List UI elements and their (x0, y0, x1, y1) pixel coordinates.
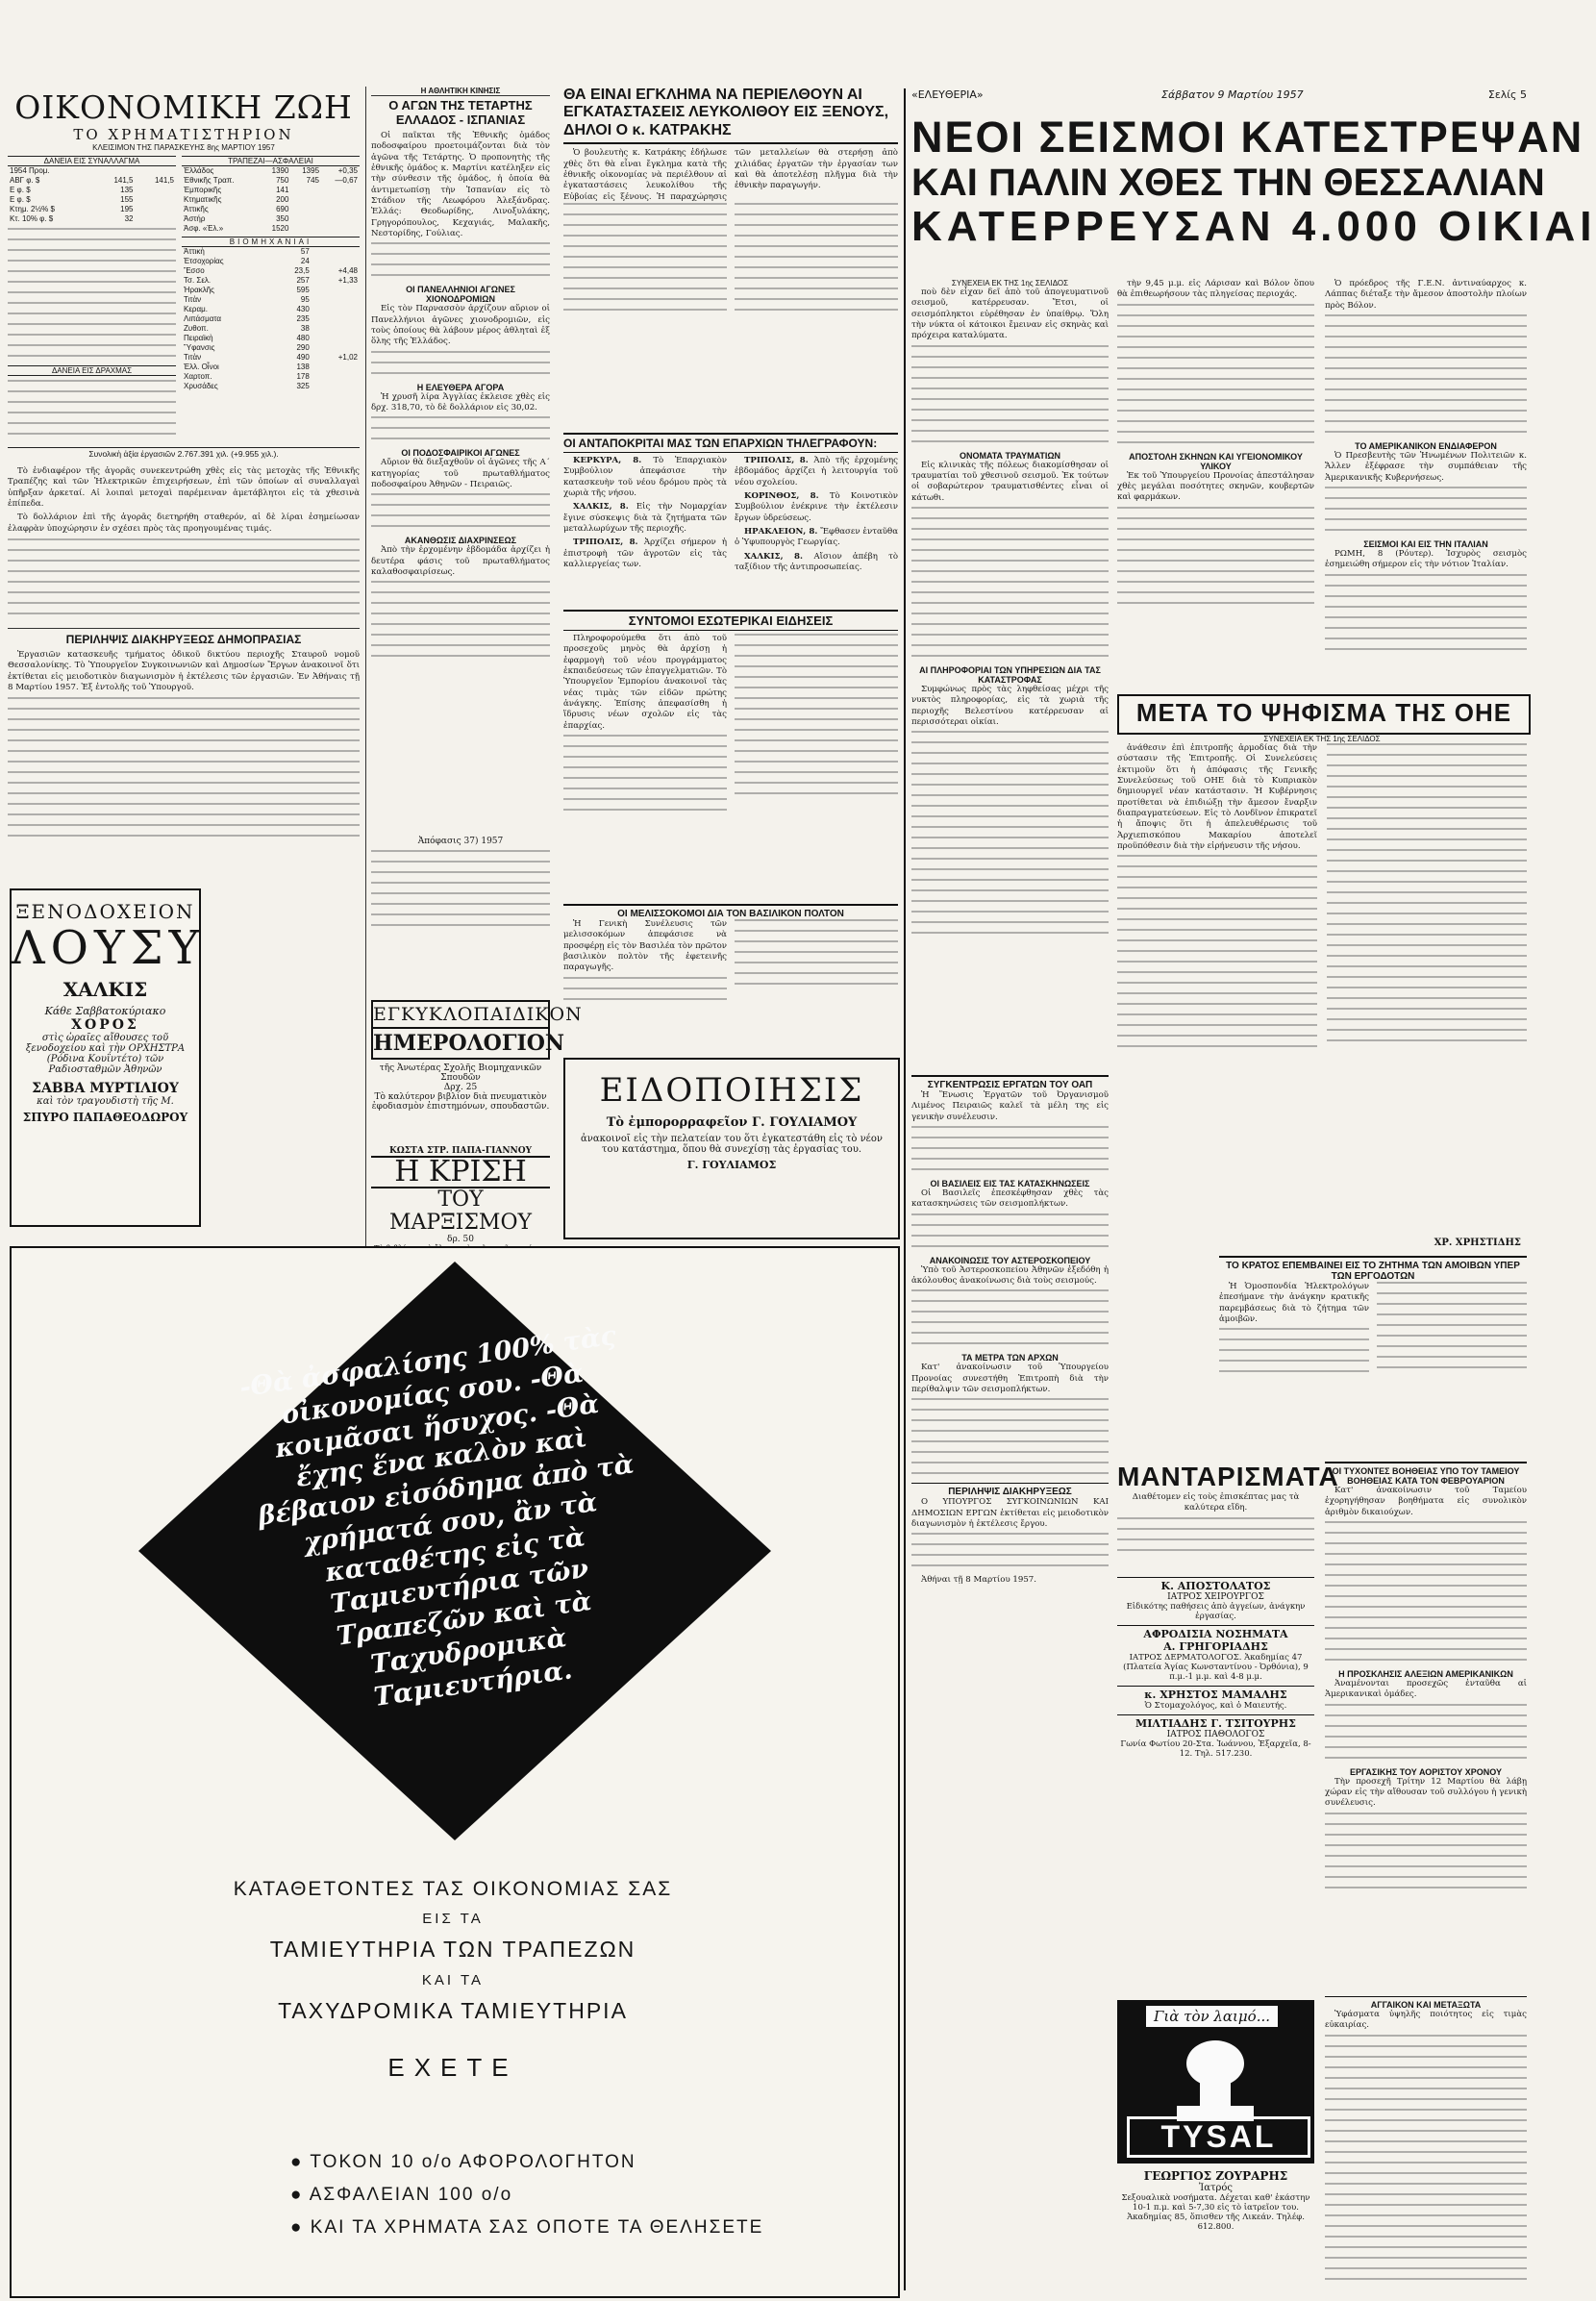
leukolithos-title: ΘΑ ΕΙΝΑΙ ΕΓΚΛΗΜΑ ΝΑ ΠΕΡΙΕΛΘΟΥΝ ΑΙ ΕΓΚΑΤΑΣΤΑΣΕΙΣ ΛΕΥΚΟΛΙΘΟΥ ΕΙΣ ΞΕΝΟΥΣ, ΔΗΛΟΙ Ο κ. ΚΑΤΡΑΚΗΣ (563, 87, 898, 144)
athletics-sub2: Η ΕΛΕΥΘΕΡΑ ΑΓΟΡΑ (416, 382, 505, 392)
paper-name: «ΕΛΕΥΘΕΡΙΑ» (911, 88, 984, 101)
notice-box (563, 1058, 900, 1239)
industry-cell (312, 324, 360, 334)
economy-summary: Συνολικὴ ἀξία ἐργασιῶν 2.767.391 χιλ. (+9.955 χιλ.). (8, 447, 360, 459)
industry-cell: 235 (296, 314, 310, 323)
bank-cell: 200 (276, 195, 289, 204)
industry-cell: +4,48 (337, 266, 358, 275)
industry-cell: Λιπάσματα (184, 314, 221, 323)
industry-cell: Ἔσσο (184, 266, 205, 275)
loans-cell: 195 (120, 205, 134, 213)
lab-text: Τὴν προσεχῆ Τρίτην 12 Μαρτίου θὰ λάβῃ χώραν εἰς τὴν αἴθουσαν τοῦ συλλόγου ἡ γενικὴ συνέλευσις. (1325, 1776, 1527, 1809)
industry-row (182, 295, 360, 305)
industry-cell (312, 372, 360, 382)
loans-cell: 135 (120, 186, 134, 194)
industry-cell: +1,02 (337, 353, 358, 362)
industry-row (182, 334, 360, 343)
province-dispatch (563, 456, 727, 499)
economy-subtitle: ΤΟ ΧΡΗΜΑΤΙΣΤΗΡΙΟΝ (73, 126, 294, 143)
last-ad (1325, 1996, 1527, 2285)
hotel-ad-label: ΞΕΝΟΔΟΧΕΙΟΝ (15, 900, 195, 923)
industry-cell: Τσ. Σελ. (184, 276, 212, 285)
amer-lab-title: Η ΠΡΟΣΚΛΗΣΙΣ ΑΛΕΞΙΩΝ ΑΜΕΡΙΚΑΝΙΚΩΝ (1338, 1669, 1513, 1680)
right-news (1325, 1462, 1527, 1990)
bank-cell: 1395 (302, 166, 320, 175)
industry-cell: 595 (296, 286, 310, 294)
industry-table (182, 247, 360, 391)
industry-cell (312, 295, 360, 305)
issue-date: Σάββατον 9 Μαρτίου 1957 (1161, 88, 1304, 101)
notice-box-text: ἀνακοινοῖ εἰς τὴν πελατείαν του ὅτι ἐγκατεστάθη εἰς τὸ νέον του κατάστημα, ὅπου θὰ συνεχίσῃ τὰς ἐργασίας του. (581, 1134, 883, 1155)
loans-cell: Ε φ. $ (10, 186, 31, 194)
zoura-ad (1117, 2169, 1314, 2294)
loans-cell: 1954 Προμ. (10, 166, 50, 175)
workers-notice-date: Ἀθήναι τῇ 8 Μαρτίου 1957. (921, 1575, 1037, 1586)
bank-cell: Ἀττικῆς (184, 205, 209, 213)
bank-cell: 690 (276, 205, 289, 213)
province-place: ΚΟΡΙΝΘΟΣ, 8. (744, 491, 830, 502)
kings-title: ΟΙ ΒΑΣΙΛΕΙΣ ΕΙΣ ΤΑΣ ΚΑΤΑΣΚΗΝΩΣΕΙΣ (930, 1179, 1090, 1189)
province-dispatch (563, 502, 727, 535)
province-dispatch (735, 456, 898, 488)
bank-cell: Ἐθνικῆς Τραπ. (184, 176, 235, 185)
industry-cell: 290 (296, 343, 310, 352)
loans-cell: ΑΒΓ φ. $ (10, 176, 40, 185)
measures-title: ΤΑ ΜΕΤΡΑ ΤΩΝ ΑΡΧΩΝ (961, 1353, 1059, 1363)
province-place: ΤΡΙΠΟΛΙΣ, 8. (573, 538, 644, 548)
loans-row (8, 205, 176, 214)
un-sign: ΧΡ. ΧΡΗΣΤΙΔΗΣ (1434, 1238, 1521, 1248)
bank-cell: Ἐμπορικῆς (184, 186, 222, 194)
savings-have: ΕΧΕΤΕ (387, 2053, 518, 2082)
zoura-role: Ἰατρός (1199, 2183, 1233, 2193)
bank-cell: +0,35 (337, 166, 358, 175)
industry-cell (312, 257, 360, 266)
industry-row (182, 247, 360, 257)
industry-cell: Ζυθοπ. (184, 324, 209, 333)
industry-row (182, 382, 360, 391)
un-lead-label: ΣΥΝΕΧΕΙΑ ΕΚ ΤΗΣ 1ης ΣΕΛΙΔΟΣ (1263, 735, 1381, 743)
industry-row (182, 305, 360, 314)
bank-row (182, 214, 360, 224)
industry-row (182, 343, 360, 353)
encyclo-ad (371, 1000, 583, 1144)
loans-cell: Κτημ. 2½% $ (10, 205, 55, 213)
industry-cell (312, 334, 360, 343)
industry-cell: Ἡρακλῆς (184, 286, 215, 294)
industry-cell: 178 (296, 372, 310, 381)
athletics-sub3-text: Αὔριον θὰ διεξαχθοῦν οἱ ἀγῶνες τῆς Α΄ κατηγορίας τοῦ πρωταθλήματος ποδοσφαίρου Ἀθηνῶν - Πειραιῶς. (371, 458, 550, 490)
province-dispatch (735, 527, 898, 549)
bank-cell: 1390 (271, 166, 289, 175)
mantarismata-ad (1117, 1462, 1339, 1572)
workers-section (911, 1075, 1109, 1710)
beneficiaries-title: ΟΙ ΤΥΧΟΝΤΕΣ ΒΟΗΘΕΙΑΣ ΥΠΟ ΤΟΥ ΤΑΜΕΙΟΥ ΒΟΗΘΕΙΑΣ ΚΑΤΑ ΤΟΝ ΦΕΒΡΟΥΑΡΙΟΝ (1325, 1462, 1527, 1486)
hotel-ad-line3: στὶς ὡραῖες αἴθουσες τοῦ ξενοδοχείου καὶ τὴν ΟΡΧΗΣΤΡΑ (Ρόδινα Κουΐντέτο) τῶν Ραδιοσταθμῶν Ἀθηνῶν (25, 1032, 186, 1075)
tents-title: ΑΠΟΣΤΟΛΗ ΣΚΗΝΩΝ ΚΑΙ ΥΓΕΙΟΝΟΜΙΚΟΥ ΥΛΙΚΟΥ (1129, 451, 1303, 471)
bank-cell (290, 224, 321, 234)
bank-row (182, 166, 360, 176)
industry-cell: Ἑλλ. Οἶνοι (184, 363, 219, 371)
province-place: ΚΕΡΚΥΡΑ, 8. (573, 456, 654, 465)
industry-cell: Χρυσάδες (184, 382, 218, 390)
athletics-kicker: Η ΑΘΛΗΤΙΚΗ ΚΙΝΗΣΙΣ (371, 87, 550, 96)
loans-cell (135, 186, 176, 195)
bank-cell: Κτηματικῆς (184, 195, 222, 204)
loans-cell (135, 195, 176, 205)
industry-cell: Ἐτσοχορίας (184, 257, 224, 265)
industry-row (182, 286, 360, 295)
quakes-col-a (911, 279, 1109, 1067)
beekeepers-title: ΟΙ ΜΕΛΙΣΣΟΚΟΜΟΙ ΔΙΑ ΤΟΝ ΒΑΣΙΛΙΚΟΝ ΠΟΛΤΟΝ (563, 904, 898, 919)
industry-cell: 325 (296, 382, 310, 390)
province-text: Ἀπὸ τῆς ἐρχομένης ἑβδομάδος ἀρχίζει ἡ λειτουργία τοῦ νέου σχολείου. (735, 456, 898, 488)
athletics-sub3: ΟΙ ΠΟΔΟΣΦΑΙΡΙΚΟΙ ΑΓΩΝΕΣ (401, 448, 520, 459)
savings-bullet-3: ● ΚΑΙ ΤΑ ΧΡΗΜΑΤΑ ΣΑΣ ΟΠΟΤΕ ΤΑ ΘΕΛΗΣΕΤΕ (290, 2217, 764, 2238)
loans-row (8, 186, 176, 195)
beekeepers-text: Ἡ Γενικὴ Συνέλευσις τῶν μελισσοκόμων ἀπεφάσισε νὰ προσφέρῃ εἰς τὸν Βασιλέα τὸν πρῶτον βασιλικὸν πολτὸν τῆς ἐφετεινῆς παραγωγῆς. (563, 919, 727, 973)
italy-text: ΡΩΜΗ, 8 (Ρόυτερ). Ἰσχυρὸς σεισμὸς ἐσημειώθη σήμερον εἰς τὴν νότιον Ἰταλίαν. (1325, 549, 1527, 570)
internal-news (563, 610, 898, 898)
quakes-text-2: τὴν 9,45 μ.μ. εἰς Λάρισαν καὶ Βόλον ὅπου θὰ ἐπιθεωρήσουν τὰς πληγείσας περιοχάς. (1117, 279, 1314, 300)
bank-cell (290, 186, 321, 195)
province-text: Τὸ Κοινοτικὸν Συμβούλιον ἐνέκρινε τὴν ἐκτέλεσιν ἔργων ὑδρεύσεως. (735, 491, 898, 523)
doctor-ads (1117, 1577, 1314, 2038)
bank-cell: Ἀστήρ (184, 214, 206, 223)
savings-line-2: ΕΙΣ ΤΑ (422, 1911, 484, 1927)
encyclo-line1: ΕΓΚΥΚΛΟΠΑΙΔΙΚΟΝ (371, 1000, 550, 1029)
workers-notice-title: ΠΕΡΙΛΗΨΙΣ ΔΙΑΚΗΡΥΞΕΩΣ (911, 1483, 1109, 1497)
mantarismata-text: Διαθέτομεν εἰς τοὺς ἐπισκέπτας μας τὰ καλύτερα εἴδη. (1132, 1492, 1300, 1513)
savings-bullet-1: ● ΤΟΚΟΝ 10 ο/ο ΑΦΟΡΟΛΟΓΗΤΟΝ (290, 2152, 636, 2172)
loans-cell: 32 (124, 214, 134, 223)
quakes-title-3: ΚΑΤΕΡΡΕΥΣΑΝ 4.000 ΟΙΚΙΑΙ (911, 202, 1596, 250)
injured2-title: ΑΙ ΠΛΗΡΟΦΟΡΙΑΙ ΤΩΝ ΥΠΗΡΕΣΙΩΝ ΔΙΑ ΤΑΣ ΚΑΤΑΣΤΡΟΦΑΣ (919, 665, 1101, 686)
bank-table (182, 166, 360, 234)
industry-row (182, 314, 360, 324)
bank-cell: Ἀσφ. «Ἑλ.» (184, 224, 224, 233)
doctor-ad-4-name: ΜΙΛΤΙΑΔΗΣ Γ. ΤΣΙΤΟΥΡΗΣ (1135, 1717, 1296, 1730)
loans-header: ΔΑΝΕΙΑ ΕΙΣ ΣΥΝΑΛΛΑΓΜΑ (8, 156, 176, 166)
industry-cell (312, 247, 360, 257)
state-section (1219, 1256, 1527, 1458)
foreign-header: ΔΑΝΕΙΑ ΕΙΣ ΔΡΑΧΜΑΣ (8, 365, 176, 376)
province-dispatch (563, 538, 727, 570)
industry-cell: 490 (296, 353, 310, 362)
un-text: ἀνάθεσιν ἐπὶ ἐπιτροπῆς ἀρμοδίας διὰ τὴν σύστασιν τῆς Ἐπιτροπῆς. Οἱ Συνελεύσεις ἐκτιμοῦν ὅτι ἡ ἀπόφασις τῆς Γενικῆς Συνελεύσεως τοῦ ΟΗΕ διὰ τὸ Κυπριακὸν δημιουργεῖ νέαν κατάστασιν. Ἡ Κυβέρνησις προτίθεται νὰ ἐπιδιώξῃ τὴν ἄμεσον ἔναρξιν διαπραγματεύσεων. Εἰς τὸ Λονδῖνον ἐπικρατεῖ ἡ ἄποψις ὅτι ἡ ἀπελευθέρωσις τοῦ Ἀρχιεπισκόπου Μακαρίου ἀποτελεῖ προϋπόθεσιν διὰ τὴν εἰρήνευσιν τῆς νήσου. (1117, 743, 1317, 852)
page-number: Σελίς 5 (1487, 88, 1527, 101)
athletics-sub1: ΟΙ ΠΑΝΕΛΛΗΝΙΟΙ ΑΓΩΝΕΣ ΧΙΟΝΟΔΡΟΜΙΩΝ (406, 285, 515, 305)
kings-text: Οἱ Βασιλεῖς ἐπεσκέφθησαν χθὲς τὰς κατασκηνώσεις τῶν σεισμοπλήκτων. (911, 1188, 1109, 1210)
hotel-ad-line4: καὶ τὸν τραγουδιστὴ τῆς Μ. (37, 1095, 174, 1107)
economy-closing: ΚΛΕΙΣΙΜΟΝ ΤΗΣ ΠΑΡΑΣΚΕΥΗΣ 8ης ΜΑΡΤΙΟΥ 1957 (92, 143, 275, 152)
province-place: ΗΡΑΚΛΕΙΟΝ, 8. (744, 527, 821, 538)
book-ad (371, 1146, 550, 1245)
industry-cell: Πειραϊκὴ (184, 334, 213, 342)
quakes-title-2: ΚΑΙ ΠΑΛΙΝ ΧΘΕΣ ΤΗΝ ΘΕΣΣΑΛΙΑΝ (911, 161, 1545, 204)
loans-row (8, 195, 176, 205)
industry-cell: 23,5 (294, 266, 310, 275)
lab-title: ΕΡΓΑΣΙΚΗΣ ΤΟΥ ΑΟΡΙΣΤΟΥ ΧΡΟΝΟΥ (1349, 1766, 1502, 1777)
doctor-ad-3-name: κ. ΧΡΗΣΤΟΣ ΜΑΜΑΛΗΣ (1144, 1688, 1287, 1701)
quakes-lead-label: ΣΥΝΕΧΕΙΑ ΕΚ ΤΗΣ 1ης ΣΕΛΙΔΟΣ (951, 279, 1069, 288)
loans-cell: 141,5 (113, 176, 134, 185)
bank-cell: —0,67 (335, 176, 358, 185)
province-text: Ἔφθασεν ἐνταῦθα ὁ Ὑφυπουργὸς Γεωργίας. (735, 527, 898, 548)
tents-text: Ἐκ τοῦ Ὑπουργείου Προνοίας ἀπεστάλησαν χθὲς μεγάλαι ποσότητες σκηνῶν, κουβερτῶν καὶ φαρμάκων. (1117, 470, 1314, 503)
mantarismata-title: ΜΑΝΤΑΡΙΣΜΑΤΑ (1117, 1462, 1339, 1491)
economy-body-2: Τὸ δολλάριον ἐπὶ τῆς ἀγορᾶς διετηρήθη σταθερόν, αἱ δὲ λίραι ἐσημείωσαν ἐλαφρὰν ὑποχώρησιν ἐν σχέσει πρὸς τὰς προηγουμένας τιμάς. (8, 513, 360, 534)
industry-row (182, 363, 360, 372)
quakes-headline (911, 113, 1596, 275)
injured2-text: Συμφώνως πρὸς τὰς ληφθείσας μέχρι τῆς νυκτὸς πληροφορίας, εἰς τὰ χωριὰ τῆς περιοχῆς Βελεστίνου κατέρρευσαν αἱ περισσότεραι οἰκίαι. (911, 685, 1109, 728)
industry-row (182, 257, 360, 266)
observatory-title: ΑΝΑΚΟΙΝΩΣΙΣ ΤΟΥ ΑΣΤΕΡΟΣΚΟΠΕΙΟΥ (929, 1255, 1091, 1265)
un-title: ΜΕΤΑ ΤΟ ΨΗΦΙΣΜΑ ΤΗΣ ΟΗΕ (1135, 698, 1512, 727)
tysal-figure-icon (1158, 2035, 1273, 2121)
industry-cell: +1,33 (337, 276, 358, 285)
industry-cell: Ὕφανσις (184, 343, 215, 352)
loans-table (8, 166, 176, 224)
quakes-title-1: ΝΕΟΙ ΣΕΙΣΜΟΙ ΚΑΤΕΣΤΡΕΨΑΝ (911, 113, 1584, 162)
notice-box-sign: Γ. ΓΟΥΛΙΑΜΟΣ (686, 1159, 777, 1171)
column-divider (904, 88, 906, 2290)
measures-text: Κατ' ἀνακοίνωσιν τοῦ Ὑπουργείου Προνοίας συνεστήθη Ἐπιτροπὴ διὰ τὴν περίθαλψιν τῶν σεισμοπλήκτων. (911, 1363, 1109, 1395)
quakes-col-b (1117, 279, 1314, 683)
amer-lab-text: Ἀναμένονται προσεχῶς ἐνταῦθα αἱ Ἀμερικανικαὶ ὁμάδες. (1325, 1679, 1527, 1700)
insurance-header: ΤΡΑΠΕΖΑΙ—ΑΣΦΑΛΕΙΑΙ (182, 156, 360, 166)
loans-cell: Κτ. 10% φ. $ (10, 214, 54, 223)
loans-cell (94, 166, 135, 176)
athletics-title: Ο ΑΓΩΝ ΤΗΣ ΤΕΤΑΡΤΗΣ ΕΛΛΑΔΟΣ - ΙΣΠΑΝΙΑΣ (388, 98, 533, 127)
bank-row (182, 195, 360, 205)
zoura-name: ΓΕΩΡΓΙΟΣ ΖΟΥΡΑΡΗΣ (1143, 2169, 1288, 2183)
encyclo-line4: Δρχ. 25 (443, 1083, 478, 1092)
doctor-ad-1-name: Κ. ΑΠΟΣΤΟΛΑΤΟΣ (1160, 1580, 1271, 1592)
notice-left-text: Ἐργασιῶν κατασκευῆς τμήματος ὁδικοῦ δικτύου περιοχῆς Σταυροῦ νομοῦ Θεσσαλονίκης. Τὸ Ὑπουργεῖον Συγκοινωνιῶν καὶ Δημοσίων Ἔργων ἀνακοινοῖ ὅτι ἐκτίθεται εἰς μειοδοτικὸν διαγωνισμὸν ἡ ἐκτέλεσις τῶν ἐργασιῶν. Ἐν Ἀθήναις τῇ 8 Μαρτίου 1957. Ἐξ ἐντολῆς τοῦ Ὑπουργοῦ. (8, 650, 360, 693)
observatory-text: Ὑπὸ τοῦ Ἀστεροσκοπείου Ἀθηνῶν ἐξεδόθη ἡ ἀκόλουθος ἀνακοίνωσις διὰ τοὺς σεισμούς. (911, 1264, 1109, 1287)
american-title: ΤΟ ΑΜΕΡΙΚΑΝΙΚΟΝ ΕΝΔΙΑΦΕΡΟΝ (1355, 441, 1497, 452)
province-text: Αἴσιον ἀπέβη τὸ ταξίδιον τῆς ἀντιπροσωπείας. (735, 551, 899, 573)
provinces-title: ΟΙ ΑΝΤΑΠΟΚΡΙΤΑΙ ΜΑΣ ΤΩΝ ΕΠΑΡΧΙΩΝ ΤΗΛΕΓΡΑΦΟΥΝ: (563, 433, 898, 453)
province-text: Ἀρχίζει σήμερον ἡ ἐπιστροφὴ τῶν ἀγροτῶν εἰς τὰς καλλιεργείας των. (563, 538, 727, 570)
zoura-text: Σεξουαλικὰ νοσήματα. Δέχεται καθ' ἑκάστην 10-1 π.μ. καὶ 5-7,30 εἰς τὸ ἰατρεῖον του. Ἀκαδημίας 85, ὅπισθεν τῆς Λικεάν. Τηλέφ. 612.800. (1121, 2193, 1310, 2232)
internal-news-text: Πληροφορούμεθα ὅτι ἀπὸ τοῦ προσεχοῦς μηνὸς θὰ ἀρχίσῃ ἡ ἐφαρμογὴ τοῦ νέου προγράμματος ἐκπαιδεύσεως τῶν ἐπαγγελματιῶν. Τὸ Ὑπουργεῖον Ἐμπορίου ἀνακοινοῖ τὰς νέας τιμὰς τῶν εἰδῶν πρώτης ἀνάγκης. Ἐπίσης ἀπεφασίσθη ἡ ἵδρυσις νέων σχολῶν εἰς τὰς ἐπαρχίας. (563, 634, 727, 731)
tysal-ad (1117, 2000, 1314, 2163)
industry-cell: Χαρτοπ. (184, 372, 212, 381)
bank-row (182, 176, 360, 186)
savings-bullet-1-text: ΤΟΚΟΝ 10 ο/ο ΑΦΟΡΟΛΟΓΗΤΟΝ (310, 2152, 636, 2172)
savings-ad-script: -Θὰ ἀσφαλίσης 100% τὰς οἰκονομίας σου. -Θὰ κοιμᾶσαι ἥσυχος. -Θὰ ἔχης ἕνα καλὸν καὶ βέβαιον εἰσόδημα ἀπὸ τὰ χρήματά σου, ἂν τὰ καταθέτης εἰς τὰ Ταμιευτήρια τῶν Τραπεζῶν καὶ τὰ Ταχυδρομικὰ Ταμιευτήρια. (237, 1320, 636, 1713)
notice-box-sub: Τὸ ἐμπορορραφεῖον Γ. ΓΟΥΛΙΑΜΟΥ (606, 1115, 858, 1130)
bank-row (182, 186, 360, 195)
doctor-ad-4-text: Γωνία Φωτίου 20-Στα. Ἰωάννου, Ἐξαρχεῖα, 8-12. Τηλ. 517.230. (1120, 1739, 1311, 1759)
savings-line-1: ΚΑΤΑΘΕΤΟΝΤΕΣ ΤΑΣ ΟΙΚΟΝΟΜΙΑΣ ΣΑΣ (233, 1878, 673, 1900)
industry-row (182, 353, 360, 363)
industry-cell (312, 363, 360, 372)
industry-cell: 57 (300, 247, 310, 256)
italy-title: ΣΕΙΣΜΟΙ ΚΑΙ ΕΙΣ ΤΗΝ ΙΤΑΛΙΑΝ (1363, 539, 1488, 550)
loans-row (8, 176, 176, 186)
state-text: Ἡ Ὁμοσπονδία Ἡλεκτρολόγων ἐπεσήμανε τὴν ἀνάγκην κρατικῆς παρεμβάσεως διὰ τὸ ζήτημα τῶν ἀμοιβῶν. (1219, 1282, 1369, 1325)
economy-title: ΟΙΚΟΝΟΜΙΚΗ ΖΩΗ (14, 88, 353, 126)
book-price: δρ. 50 (447, 1235, 474, 1245)
province-place: ΧΑΛΚΙΣ, 8. (573, 502, 636, 513)
savings-bullet-2-text: ΑΣΦΑΛΕΙΑΝ 100 ο/ο (309, 2185, 513, 2205)
athletics-text: Οἱ παῖκται τῆς Ἐθνικῆς ὁμάδος ποδοσφαίρου προετοιμάζονται διὰ τὸν ἀγῶνα τῆς Τετάρτης. Ὁ προπονητὴς τῆς ἐθνικῆς ὁμάδος κ. Μαρτίνι κατέληξεν εἰς τὴν σύνθεσιν τῆς ὁμάδος, ἡ ὁποία θὰ ἀντιμετωπίσῃ τὴν Ἰσπανίαν εἰς τὸ Στάδιον τῆς Λεωφόρου Ἀλεξάνδρας. Ἑλλάς: Θεοδωρίδης, Λινοξυλάκης, Γρηγορόπουλος, Κεχαγιάς, Μαλακῆς, Νεστορίδης, Γούλιας. (371, 130, 550, 238)
book-title-1: Η ΚΡΙΣΗ (371, 1156, 550, 1188)
savings-bullet-2: ● ΑΣΦΑΛΕΙΑΝ 100 ο/ο (290, 2185, 513, 2205)
workers-title: ΣΥΓΚΕΝΤΡΩΣΙΣ ΕΡΓΑΤΩΝ ΤΟΥ ΟΑΠ (911, 1075, 1109, 1090)
bank-cell (290, 205, 321, 214)
loans-cell: 155 (120, 195, 134, 204)
loans-cell: Ε φ. $ (10, 195, 31, 204)
province-text: Εἰς τὴν Νομαρχίαν ἔγινε σύσκεψις διὰ τὰ ζητήματα τῶν μεταλλωρύχων τῆς περιοχῆς. (563, 502, 727, 535)
book-title-2: ΤΟΥ ΜΑΡΞΙΣΜΟΥ (388, 1188, 533, 1236)
savings-line-3: ΤΑΜΙΕΥΤΗΡΙΑ ΤΩΝ ΤΡΑΠΕΖΩΝ (269, 1937, 636, 1962)
economy-body: Τὸ ἐνδιαφέρον τῆς ἀγορᾶς συνεκεντρώθη χθὲς εἰς τὰς μετοχὰς τῆς Ἐθνικῆς Τραπέζης καὶ τῶν Ἡλεκτρικῶν ἐπιχειρήσεων, ἐπὶ τῶν ὁποίων αἱ συναλλαγαὶ ὑπῆρξαν ἀρκεταί. Αἱ λοιπαὶ μετοχαὶ παρέμειναν ἀμετάβλητοι εἰς τὰ χθεσινὰ ἐπίπεδα. (8, 466, 360, 510)
industry-cell: 24 (300, 257, 310, 265)
hotel-ad-line1: Κάθε Σαββατοκύριακο (44, 1004, 166, 1017)
encyclo-line5: Τὸ καλύτερον βιβλίον διὰ πνευματικὸν ἐφοδιασμὸν ἐπιστημόνων, σπουδαστῶν. (371, 1092, 550, 1112)
industry-row (182, 276, 360, 286)
un-headline (1117, 694, 1531, 735)
notice-left-title: ΠΕΡΙΛΗΨΙΣ ΔΙΑΚΗΡΥΞΕΩΣ ΔΗΜΟΠΡΑΣΙΑΣ (8, 628, 360, 646)
leukolithos-text: Ὁ βουλευτὴς κ. Κατράκης ἐδήλωσε χθὲς ὅτι θὰ εἶναι ἔγκλημα κατὰ τῆς ἐθνικῆς οἰκονομίας νὰ περιέλθουν αἱ ἐγκαταστάσεις λευκολίθου τῆς Εὐβοίας εἰς ξένους. Ἡ παραχώρησις τῶν μεταλλείων θὰ στερήσῃ ἀπὸ χιλιάδας ἐργατῶν τὴν ἐργασίαν των καὶ θὰ ἀποτελέσῃ πλῆγμα διὰ τὴν ἐθνικὴν παραγωγήν. (563, 148, 898, 202)
hotel-ad-footer: ΣΠΥΡΟ ΠΑΠΑΘΕΟΔΩΡΟΥ (22, 1110, 188, 1124)
un-article (1117, 735, 1527, 1254)
province-place: ΤΡΙΠΟΛΙΣ, 8. (744, 456, 814, 465)
injured-text: Εἰς κλινικὰς τῆς πόλεως διακομίσθησαν οἱ τραυματίαι τοῦ χθεσινοῦ σεισμοῦ. Ἐκ τούτων οἱ σοβαρώτερον τραυματισθέντες εἶναι οἱ κάτωθι. (911, 460, 1109, 503)
savings-bullet-3-text: ΚΑΙ ΤΑ ΧΡΗΜΑΤΑ ΣΑΣ ΟΠΟΤΕ ΤΑ ΘΕΛΗΣΕΤΕ (310, 2217, 764, 2238)
hotel-ad-name: ΛΟΥΣΥ (12, 921, 206, 975)
athletics-sub4: ΑΚΑΝΘΩΣΙΣ ΔΙΑΧΡΙΝΣΕΩΣ (404, 536, 517, 546)
athletics-sub4-text: Ἀπὸ τὴν ἐρχομένην ἑβδομάδα ἀρχίζει ἡ δευτέρα φάσις τοῦ πρωταθλήματος καλαθοσφαιρίσεως. (371, 545, 550, 578)
internal-news-title: ΣΥΝΤΟΜΟΙ ΕΣΩΤΕΡΙΚΑΙ ΕΙΔΗΣΕΙΣ (563, 610, 898, 631)
loans-cell: 141,5 (154, 176, 174, 185)
industry-cell: 95 (300, 295, 310, 304)
industry-row (182, 266, 360, 276)
industry-cell (312, 382, 360, 391)
industry-cell (312, 305, 360, 314)
province-dispatch (735, 491, 898, 524)
notice-box-title: ΕΙΔΟΠΟΙΗΣΙΣ (599, 1071, 864, 1110)
industry-cell: Ἀττικὴ (184, 247, 205, 256)
industry-cell: 138 (296, 363, 310, 371)
hotel-ad (10, 888, 206, 1227)
industry-cell: 480 (296, 334, 310, 342)
hotel-ad-singer: ΣΑΒΒΑ ΜΥΡΤΙΛΙΟΥ (32, 1080, 179, 1096)
hotel-ad-city: ΧΑΛΚΙΣ (62, 977, 148, 1001)
bank-cell: 141 (276, 186, 289, 194)
doctor-ad-1-role: ΙΑΤΡΟΣ ΧΕΙΡΟΥΡΓΟΣ (1167, 1592, 1264, 1602)
encyclo-line2: ΗΜΕΡΟΛΟΓΙΟΝ (371, 1029, 550, 1060)
quakes-text-1: ποὺ δὲν εἶχαν δεῖ ἀπὸ τοῦ ἀπογευματινοῦ σεισμοῦ, κατέρρευσαν. Ἔτσι, οἱ σεισμόπληκτοι εὑρέθησαν ἐν ὑπαίθρῳ. Ὅλη τὴν νύκτα οἱ κάτοικοι ἔμειναν εἰς σκηνὰς καὶ πρόχειρα καταλύματα. (911, 288, 1109, 341)
athletics-sub1-text: Εἰς τὸν Παρνασσὸν ἀρχίζουν αὔριον οἱ Πανελλήνιοι ἀγῶνες χιονοδρομιῶν, εἰς τοὺς ὁποίους θὰ λάβουν μέρος ἀθληταὶ ἐξ ὅλης τῆς Ἑλλάδος. (371, 304, 550, 347)
industry-cell: Τιτὰν (184, 353, 202, 362)
athletics-sub2-text: Ἡ χρυσῆ λίρα Ἀγγλίας ἐκλεισε χθὲς εἰς δρχ. 318,70, τὸ δὲ δολλάριον εἰς 30,02. (371, 391, 550, 413)
injured-title: ΟΝΟΜΑΤΑ ΤΡΑΥΜΑΤΙΩΝ (959, 450, 1061, 461)
encyclo-line3: τῆς Ἀνωτέρας Σχολῆς Βιομηχανικῶν Σπουδῶν (379, 1063, 542, 1083)
bank-cell: 745 (306, 176, 320, 185)
industry-cell (312, 343, 360, 353)
doctor-ad-2-text: ΙΑΤΡΟΣ ΔΕΡΜΑΤΟΛΟΓΟΣ. Ἀκαδημίας 47 (Πλατεία Ἁγίας Κωνσταντίνου - Ὀρθόνια), 9 π.μ.-1 μ.μ. καὶ 4-8 μ.μ. (1123, 1653, 1309, 1682)
bank-cell (321, 214, 360, 224)
industry-cell (312, 286, 360, 295)
loans-cell (135, 214, 176, 224)
doctor-ad-2-title: ΑΦΡΟΔΙΣΙΑ ΝΟΣΗΜΑΤΑ (1143, 1628, 1288, 1640)
leukolithos-article (563, 87, 898, 428)
bank-cell: Ἑλλάδος (184, 166, 214, 175)
bank-row (182, 224, 360, 234)
doctor-ad-2-name: Α. ΓΡΗΓΟΡΙΑΔΗΣ (1163, 1640, 1268, 1653)
loans-row (8, 166, 176, 176)
bank-cell (290, 195, 321, 205)
province-dispatch (735, 552, 898, 574)
savings-line-5: ΤΑΧΥΔΡΟΜΙΚΑ ΤΑΜΙΕΥΤΗΡΙΑ (278, 1998, 628, 2023)
tysal-brand: TYSAL (1127, 2116, 1310, 2158)
provinces-section (563, 433, 898, 606)
bank-cell (321, 224, 360, 234)
workers-text: Ἡ Ἕνωσις Ἐργατῶν τοῦ Ὀργανισμοῦ Λιμένος Πειραιῶς καλεῖ τὰ μέλη της εἰς γενικὴν συνέλευσιν. (911, 1090, 1109, 1122)
workers-notice-text: Ο ΥΠΟΥΡΓΟΣ ΣΥΓΚΟΙΝΩΝΙΩΝ ΚΑΙ ΔΗΜΟΣΙΩΝ ΕΡΓΩΝ ἐκτίθεται εἰς μειοδοτικὸν διαγωνισμὸν ἡ ἐκτέλεσις ἔργου. (911, 1497, 1109, 1530)
book-author: ΚΩΣΤΑ ΣΤΡ. ΠΑΠΑ-ΓΙΑΝΝΟΥ (388, 1146, 533, 1156)
athletics-section (371, 87, 550, 837)
bank-cell: 350 (276, 214, 289, 223)
industry-cell: Τιτὰν (184, 295, 202, 304)
last-ad-title: ΑΓΓΑΙΚΟΝ ΚΑΙ ΜΕΤΑΞΩΤΑ (1325, 1996, 1527, 2010)
loans-cell (135, 205, 176, 214)
industry-cell: 38 (300, 324, 310, 333)
bank-cell (321, 186, 360, 195)
industry-cell: 430 (296, 305, 310, 313)
loans-cell (135, 166, 176, 176)
industry-row (182, 324, 360, 334)
doctor-ad-1-text: Εἰδικότης παθήσεις ἀπὸ ἀγγείων, ἀνάγκην ἐργασίας. (1126, 1602, 1306, 1621)
tysal-caption: Γιὰ τὸν λαιμό... (1146, 2006, 1278, 2027)
province-text: Τὸ Ἐπαρχιακὸν Συμβούλιον ἀπεφάσισε τὴν κατασκευὴν τοῦ νέου δρόμου πρὸς τὰ χωριὰ τῆς νήσου. (563, 456, 728, 499)
savings-line-4: ΚΑΙ ΤΑ (421, 1972, 485, 1988)
industry-row (182, 372, 360, 382)
industries-header: ΒΙΟΜΗΧΑΝΙΑΙ (182, 237, 360, 247)
bank-cell: 750 (276, 176, 289, 185)
doctor-ad-4-role: ΙΑΤΡΟΣ ΠΑΘΟΛΟΓΟΣ (1166, 1730, 1265, 1739)
quakes-text-3: Ὁ πρόεδρος τῆς Γ.Ε.Ν. ἀντιναύαρχος κ. Λάππας διέταξε τὴν ἄμεσον ἀποστολὴν πλοίων πρὸς Βόλον. (1325, 279, 1527, 311)
beekeepers-box (563, 904, 898, 1048)
american-text: Ὁ Πρεσβευτὴς τῶν Ἡνωμένων Πολιτειῶν κ. Ἄλλεν ἐξέφρασε τὴν συμπάθειαν τῆς Ἀμερικανικῆς Κυβερνήσεως. (1325, 451, 1527, 483)
loans-row (8, 214, 176, 224)
hotel-ad-line2: ΧΟΡΟΣ (71, 1016, 139, 1033)
industry-cell: 257 (296, 276, 310, 285)
industry-cell: Κεραμ. (184, 305, 208, 313)
doctor-ad-3-text: Ὁ Στομαχολόγος, καὶ ὁ Μαιευτής. (1144, 1701, 1287, 1711)
bank-cell: 1520 (271, 224, 289, 233)
beneficiaries-text: Κατ' ἀνακοίνωσιν τοῦ Ταμείου ἐχορηγήθησαν βοηθήματα εἰς συνολικὸν ἀριθμὸν δικαιούχων. (1325, 1486, 1527, 1517)
state-title: ΤΟ ΚΡΑΤΟΣ ΕΠΕΜΒΑΙΝΕΙ ΕΙΣ ΤΟ ΖΗΤΗΜΑ ΤΩΝ ΑΜΟΙΒΩΝ ΥΠΕΡ ΤΩΝ ΕΡΓΟΔΟΤΩΝ (1219, 1256, 1527, 1282)
last-ad-text: Ὑφάσματα ὑψηλῆς ποιότητος εἰς τιμὰς εὐκαιρίας. (1325, 2010, 1527, 2031)
bank-cell (290, 214, 321, 224)
province-place: ΧΑΛΚΙΣ, 8. (744, 551, 814, 562)
bank-cell (321, 205, 360, 214)
decree-number: Ἀπόφασις 37) 1957 (417, 837, 504, 846)
page-header (911, 88, 1527, 106)
savings-ad (10, 1246, 900, 2298)
bank-row (182, 205, 360, 214)
industry-cell (312, 314, 360, 324)
bank-cell (321, 195, 360, 205)
